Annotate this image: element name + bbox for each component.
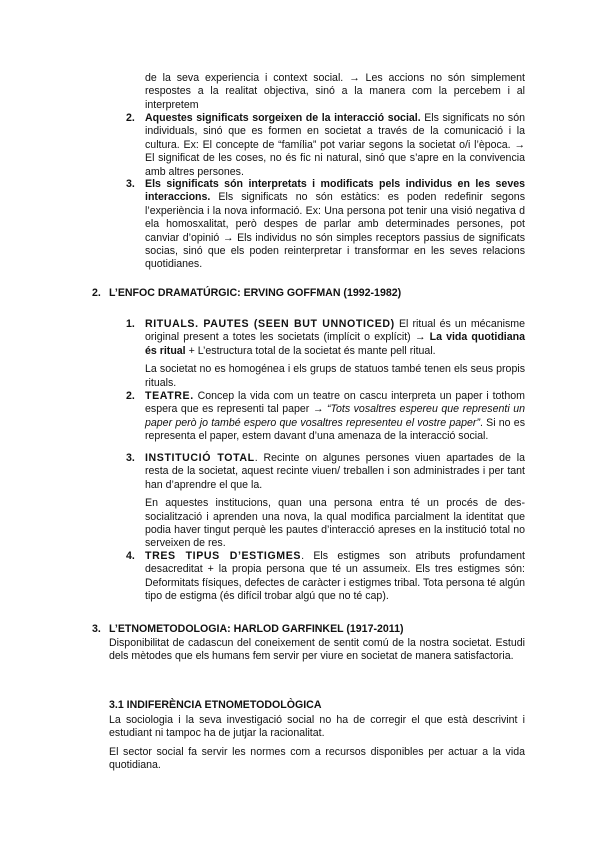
section-2-item-2: TEATRE. Concep la vida com un teatre on cascu interpreta un paper i tothom espera que es representi tal paper → “Tots vosaltres espereu que representi un paper però jo també espero que vosaltres representeu el vostre paper”. Si no es representa el paper, estem davant d’una amenaza de la interacció social. bbox=[145, 390, 525, 443]
rituals-highlight: La vida quotidiana és ritual bbox=[145, 331, 525, 357]
rituals-title: RITUALS. PAUTES (SEEN BUT UNNOTICED) bbox=[145, 318, 395, 330]
section-3-heading: L’ETNOMETODOLOGIA: HARLOD GARFINKEL (1917-2011) bbox=[109, 623, 404, 635]
rituals-paragraph-2: La societat no es homogénea i els grups de statuos també tenen els seus propis rituals. bbox=[145, 363, 525, 389]
section-2-item-1-number: 1. bbox=[126, 318, 135, 330]
intro-item-2-title: Aquestes significats sorgeixen de la interacció social. bbox=[145, 112, 421, 124]
section-2-item-2-number: 2. bbox=[126, 390, 135, 402]
section-2-item-4: TRES TIPUS D’ESTIGMES. Els estigmes son atributs profundament desacreditat + la propia persona que té un assumeix. Els tres estigmes són: Deformitats físiques, defectes de caràcter i estigmes tribal. Tota persona té algún tipo de estigma (és difícil trobar algú que no té cap). bbox=[145, 550, 525, 603]
teatre-quote: “Tots vosaltres espereu que representi un paper però jo també espero que vosaltres representeu el vostre paper” bbox=[145, 403, 525, 429]
teatre-title: TEATRE. bbox=[145, 390, 194, 402]
intro-item-2 bbox=[145, 112, 525, 179]
section-2-item-3: INSTITUCIÓ TOTAL. Recinte on algunes persones viuen apartades de la resta de la societat, aquest recinte viuen/ treballen i son administrades i per tant han d’aprendre el que la. En aquestes institucions, quan una persona entra té un procés de des-socialització i aprenden una nova, la qual modifica parcialment la identitat que podia haver tingut perquè les pautes d’interacció apreses en la institució total no serveixen de res. bbox=[145, 452, 525, 550]
section-3-1-body bbox=[109, 714, 525, 773]
section-3-paragraph: Disponibilitat de cadascun del coneixement de sentit comú de la nostra societat. Estudi dels mètodes que els humans fem servir per viure en societat de manera satisfactoria. bbox=[109, 637, 525, 663]
section-2-item-3-number: 3. bbox=[126, 452, 135, 464]
section-2-heading: L’ENFOC DRAMATÚRGIC: ERVING GOFFMAN (1992-1982) bbox=[109, 287, 402, 299]
intro-item-3-number: 3. bbox=[126, 178, 135, 190]
institucio-title: INSTITUCIÓ TOTAL bbox=[145, 452, 255, 464]
section-3-body bbox=[109, 637, 525, 664]
intro-continuation bbox=[145, 72, 525, 112]
intro-item-2-number: 2. bbox=[126, 112, 135, 124]
institucio-paragraph-2: En aquestes institucions, quan una persona entra té un procés de des-socialització i aprenden una nova, la qual modifica parcialment la identitat que podia haver tingut perquè les pautes d’interacció apreses en la institució total no serveixen de res. bbox=[145, 497, 525, 550]
section-3-1-paragraph-1: La sociologia i la seva investigació social no ha de corregir el que està descrivint i estudiant ni tampoc ha de jutjar la racionalitat. bbox=[109, 714, 525, 740]
intro-item-2-text: Els significats no són individuals, sinó que es formen en societat a través de la comunicació i la cultura. Ex: El concepte de “família” pot variar segons la societat o/i l’època. → El significat de les coses, no és fic ni natural, sinó que s’apre en la convivencia amb altres persones. bbox=[145, 112, 525, 178]
section-2-number: 2. bbox=[92, 287, 101, 299]
intro-item-3-text: Els significats no són estàtics: es poden redefinir segons l’experiència i la nova informació. Ex: Una persona pot tenir una visió negativa d ela homosxalitat, però despes de parlar amb determinades persones, pot canviar d’opinió → Els individus no són simples receptors passius de significats socias, sinó que els poden reinterpretar i transformar en les seves relacions quotidianes. bbox=[145, 191, 525, 271]
section-3-number: 3. bbox=[92, 623, 101, 635]
section-3-1-paragraph-2: El sector social fa servir les normes com a recursos disponibles per actuar a la vida quotidiana. bbox=[109, 745, 525, 772]
estigmes-title: TRES TIPUS D’ESTIGMES bbox=[145, 550, 302, 562]
intro-item-3-title: Els significats són interpretats i modificats pels individus en les seves interaccions. bbox=[145, 178, 525, 204]
intro-item-3 bbox=[145, 178, 525, 272]
section-2-item-4-number: 4. bbox=[126, 550, 135, 562]
section-3-1-heading: 3.1 INDIFERÈNCIA ETNOMETODOLÒGICA bbox=[109, 699, 322, 711]
section-2-item-1: RITUALS. PAUTES (SEEN BUT UNNOTICED) El ritual és un mécanisme original present a totes les societats (implícit o explícit) → La vida quotidiana és ritual + L’estructura total de la societat és mante pell ritual. La societat no es homogénea i els grups de statuos també tenen els seus propis rituals. bbox=[145, 318, 525, 389]
intro-paragraph: de la seva experiencia i context social. → Les accions no són simplement respostes a la realitat objectiva, sinó a la manera com la percebem i al interpretem bbox=[145, 72, 525, 111]
